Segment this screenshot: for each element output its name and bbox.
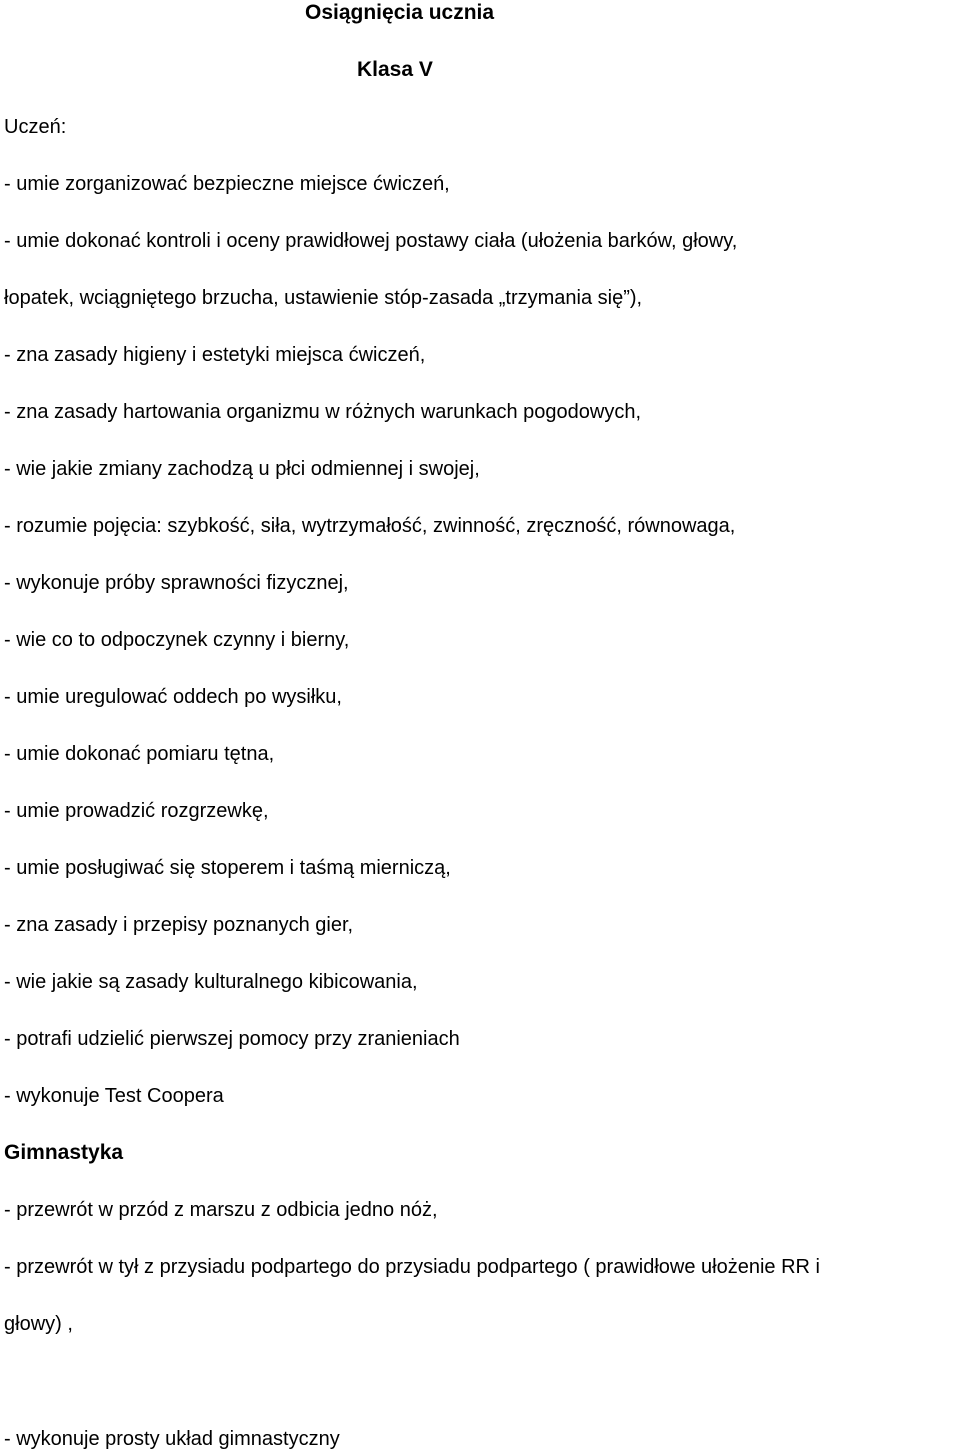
intro-label: Uczeń:	[4, 116, 67, 138]
list-item: - zna zasady hartowania organizmu w różnych warunkach pogodowych,	[4, 401, 642, 423]
section-heading-gimnastyka: Gimnastyka	[4, 1141, 124, 1164]
list-item: - umie dokonać pomiaru tętna,	[4, 743, 275, 765]
list-item: - wykonuje Test Coopera	[4, 1085, 224, 1107]
list-item: - umie zorganizować bezpieczne miejsce ćwiczeń,	[4, 173, 450, 195]
document-title: Osiągnięcia ucznia	[305, 1, 495, 24]
list-item: łopatek, wciągniętego brzucha, ustawienie stóp-zasada „trzymania się”),	[4, 287, 643, 309]
list-item: - umie posługiwać się stoperem i taśmą mierniczą,	[4, 857, 451, 879]
list-item: - umie uregulować oddech po wysiłku,	[4, 686, 342, 708]
list-item: - przewrót w tył z przysiadu podpartego do przysiadu podpartego ( prawidłowe ułożenie RR i	[4, 1256, 820, 1278]
list-item: - przewrót w przód z marszu z odbicia jedno nóż,	[4, 1199, 438, 1221]
list-item: - zna zasady i przepisy poznanych gier,	[4, 914, 354, 936]
list-item: - rozumie pojęcia: szybkość, siła, wytrzymałość, zwinność, zręczność, równowaga,	[4, 515, 736, 537]
list-item: - zna zasady higieny i estetyki miejsca ćwiczeń,	[4, 344, 426, 366]
list-item: - wie co to odpoczynek czynny i bierny,	[4, 629, 350, 651]
list-item: - umie dokonać kontroli i oceny prawidłowej postawy ciała (ułożenia barków, głowy,	[4, 230, 738, 252]
list-item: - wie jakie są zasady kulturalnego kibicowania,	[4, 971, 418, 993]
list-item: - umie prowadzić rozgrzewkę,	[4, 800, 269, 822]
list-item: - wykonuje prosty układ gimnastyczny	[4, 1428, 340, 1450]
list-item: - wie jakie zmiany zachodzą u płci odmiennej i swojej,	[4, 458, 480, 480]
list-item: głowy) ,	[4, 1313, 73, 1335]
document-subtitle: Klasa V	[357, 58, 433, 81]
list-item: - wykonuje próby sprawności fizycznej,	[4, 572, 349, 594]
list-item: - potrafi udzielić pierwszej pomocy przy zranieniach	[4, 1028, 460, 1050]
